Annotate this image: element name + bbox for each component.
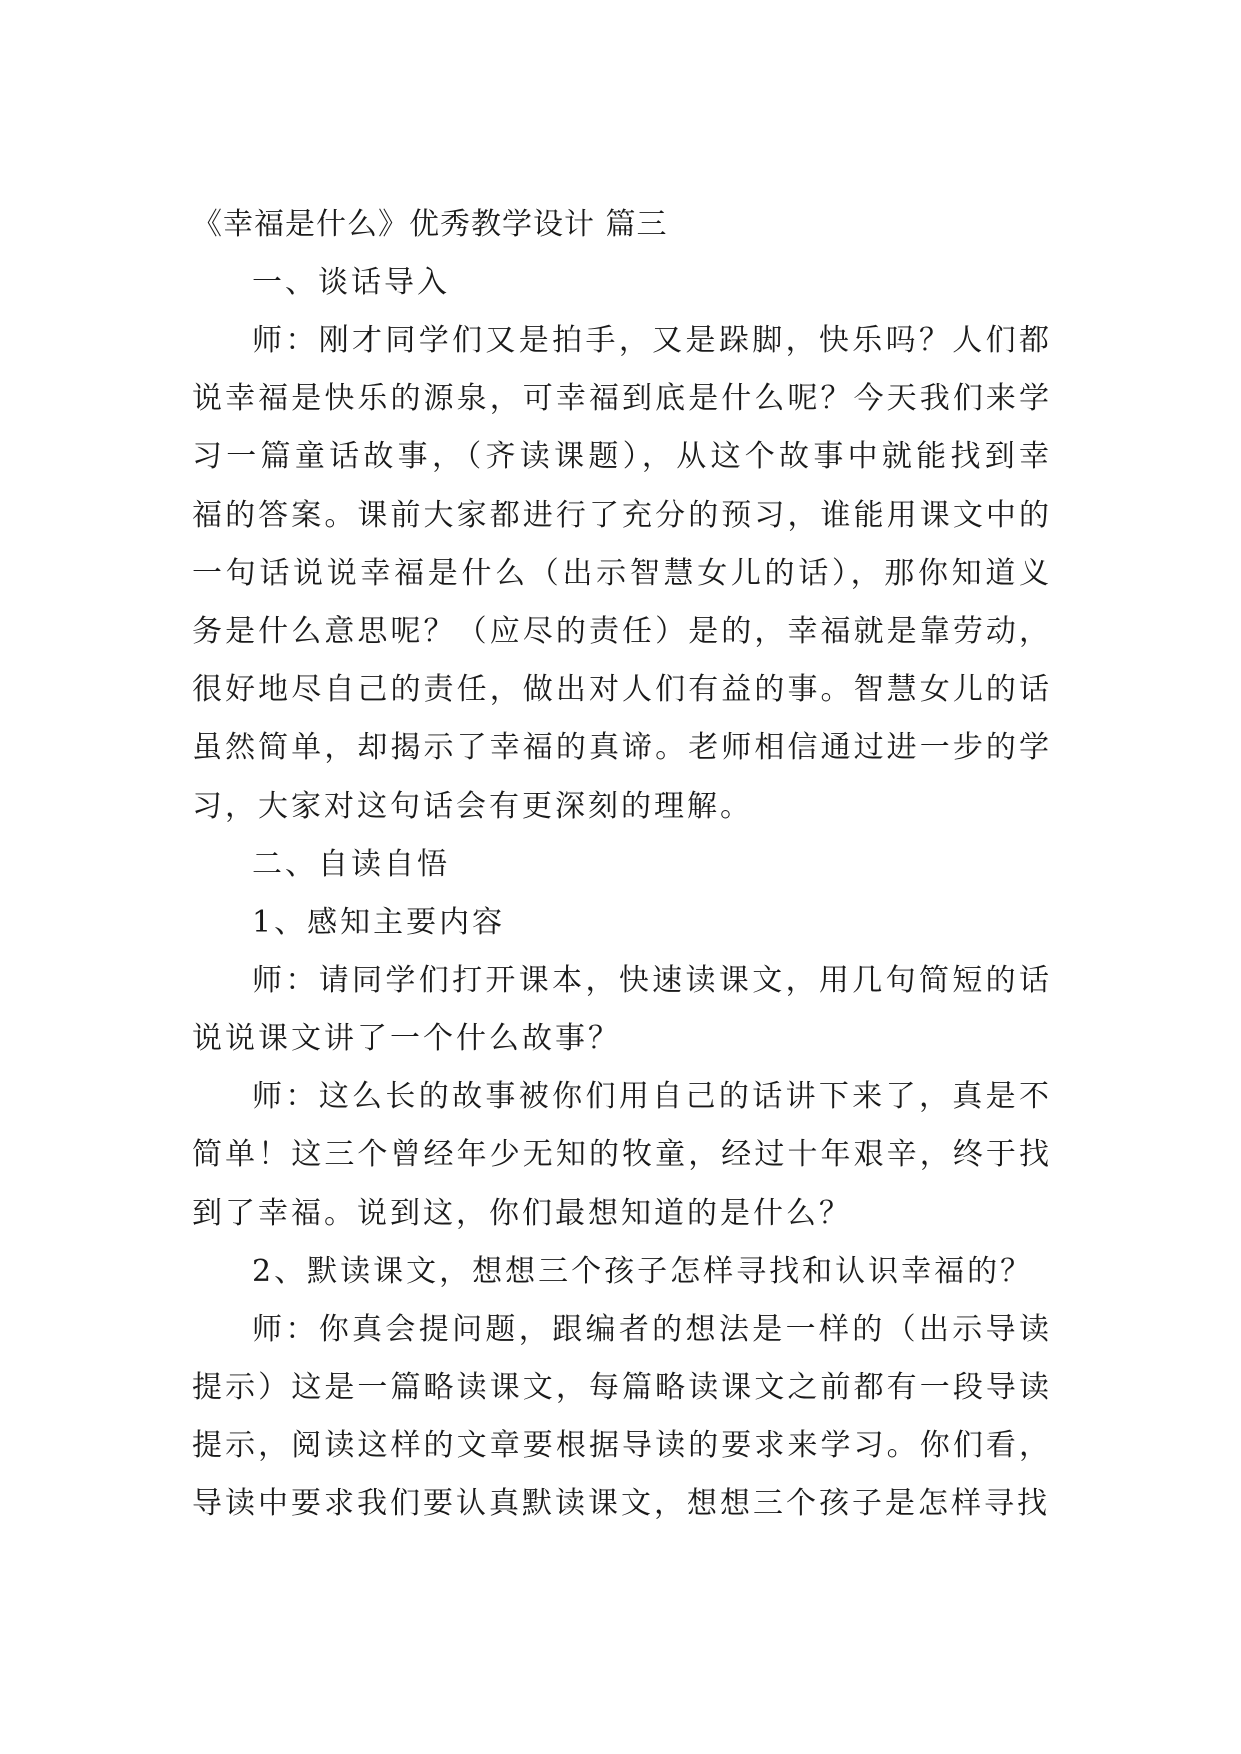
- section-heading-self-reading: 二、自读自悟: [252, 846, 450, 882]
- paragraph-open-textbook: 师：请同学们打开课本，快速读课文，用几句简短的话说说课文讲了一个什么故事？: [192, 962, 1052, 1057]
- document-page: [192, 196, 1052, 1534]
- subheading-silent-reading: 2、默读课文，想想三个孩子怎样寻找和认识幸福的？: [252, 1253, 1034, 1289]
- paragraph-guide-prompt: 师：你真会提问题，跟编者的想法是一样的（出示导读提示）这是一篇略读课文，每篇略读课文之前都有一段导读提示，阅读这样的文章要根据导读的要求来学习。你们看，导读中要求我们要认真默读课文，想想三个孩子是怎样寻找: [192, 1311, 1052, 1522]
- paragraph-long-story: 师：这么长的故事被你们用自己的话讲下来了，真是不简单！这三个曾经年少无知的牧童，经过十年艰辛，终于找到了幸福。说到这，你们最想知道的是什么？: [192, 1079, 1052, 1231]
- paragraph-intro: 师：刚才同学们又是拍手，又是跺脚，快乐吗？人们都说幸福是快乐的源泉，可幸福到底是什么呢？今天我们来学习一篇童话故事，（齐读课题），从这个故事中就能找到幸福的答案。课前大家都进行了充分的预习，谁能用课文中的一句话说说幸福是什么（出示智慧女儿的话），那你知道义务是什么意思呢？（应尽的责任）是的，幸福就是靠劳动，很好地尽自己的责任，做出对人们有益的事。智慧女儿的话虽然简单，却揭示了幸福的真谛。老师相信通过进一步的学习，大家对这句话会有更深刻的理解。: [192, 323, 1052, 824]
- subheading-main-content: 1、感知主要内容: [252, 904, 506, 940]
- section-heading-intro: 一、谈话导入: [252, 265, 450, 300]
- document-title: 《幸福是什么》优秀教学设计 篇三: [192, 207, 668, 242]
